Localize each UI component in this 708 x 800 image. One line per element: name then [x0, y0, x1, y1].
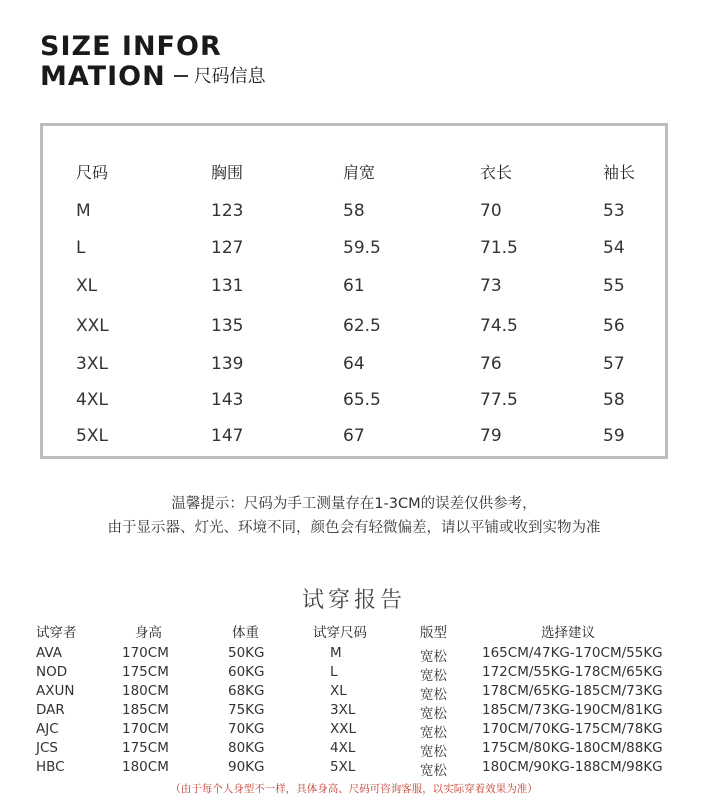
- size-header-cell: 衣长: [480, 163, 513, 182]
- size-table: [40, 123, 668, 459]
- trial-table-cell: 3XL: [330, 702, 356, 718]
- trial-table-cell: 宽松: [420, 687, 447, 703]
- subtitle-dash: [174, 75, 188, 77]
- trial-table-cell: 165CM/47KG-170CM/55KG: [482, 645, 663, 661]
- size-table-cell: 143: [211, 390, 244, 410]
- size-table-cell: 57: [603, 354, 625, 374]
- trial-header-cell: 选择建议: [541, 625, 595, 641]
- trial-table-cell: 宽松: [420, 744, 447, 760]
- size-table-cell: 64: [343, 354, 365, 374]
- size-table-cell: 5XL: [76, 426, 108, 446]
- size-header-cell: 胸围: [211, 163, 244, 182]
- size-table-cell: XL: [76, 276, 98, 296]
- size-table-cell: 70: [480, 201, 502, 221]
- trial-table-cell: 180CM/90KG-188CM/98KG: [482, 759, 663, 775]
- note-line-2: 由于显示器、灯光、环境不同，颜色会有轻微偏差，请以平铺或收到实物为准: [107, 520, 601, 536]
- size-table-cell: 58: [603, 390, 625, 410]
- page-title-line-1: SIZE INFOR: [40, 31, 222, 62]
- size-table-cell: 131: [211, 276, 244, 296]
- trial-header-cell: 体重: [232, 625, 259, 641]
- trial-table-cell: 90KG: [228, 759, 265, 775]
- size-table-cell: 127: [211, 238, 244, 258]
- size-table-cell: 135: [211, 316, 244, 336]
- trial-table-cell: 175CM/80KG-180CM/88KG: [482, 740, 663, 756]
- trial-footnote: （由于每个人身型不一样，具体身高、尺码可咨询客服，以实际穿着效果为准）: [170, 783, 538, 795]
- page-subtitle-text: 尺码信息: [193, 66, 266, 87]
- size-table-cell: 139: [211, 354, 244, 374]
- trial-table-cell: 185CM/73KG-190CM/81KG: [482, 702, 663, 718]
- size-table-cell: 79: [480, 426, 502, 446]
- trial-table-cell: 185CM: [122, 702, 169, 718]
- size-table-cell: L: [76, 238, 86, 258]
- trial-table-cell: AXUN: [36, 683, 75, 699]
- size-header-cell: 袖长: [603, 163, 636, 182]
- trial-header-cell: 试穿尺码: [313, 625, 367, 641]
- trial-table-cell: 178CM/65KG-185CM/73KG: [482, 683, 663, 699]
- size-table-cell: M: [76, 201, 91, 221]
- page-subtitle: [174, 66, 266, 87]
- trial-table-cell: DAR: [36, 702, 65, 718]
- trial-table-cell: 4XL: [330, 740, 356, 756]
- trial-table-cell: 175CM: [122, 664, 169, 680]
- size-table-cell: 67: [343, 426, 365, 446]
- size-table-cell: 61: [343, 276, 365, 296]
- trial-table-cell: AVA: [36, 645, 62, 661]
- size-table-cell: 123: [211, 201, 244, 221]
- trial-table-cell: 宽松: [420, 763, 447, 779]
- size-header-cell: 尺码: [76, 163, 109, 182]
- size-table-cell: 3XL: [76, 354, 108, 374]
- size-table-cell: 55: [603, 276, 625, 296]
- trial-table-cell: HBC: [36, 759, 65, 775]
- trial-table-cell: L: [330, 664, 338, 680]
- size-table-cell: 59.5: [343, 238, 381, 258]
- size-table-cell: 54: [603, 238, 625, 258]
- trial-table-cell: 宽松: [420, 668, 447, 684]
- trial-table-cell: 宽松: [420, 649, 447, 665]
- size-table-cell: XXL: [76, 316, 109, 336]
- trial-table-cell: NOD: [36, 664, 68, 680]
- trial-report-title: 试穿报告: [301, 588, 406, 613]
- trial-table-cell: 68KG: [228, 683, 265, 699]
- size-table-cell: 147: [211, 426, 244, 446]
- trial-table-cell: XXL: [330, 721, 357, 737]
- size-table-cell: 73: [480, 276, 502, 296]
- size-table-cell: 71.5: [480, 238, 518, 258]
- size-table-cell: 76: [480, 354, 502, 374]
- trial-table-cell: AJC: [36, 721, 59, 737]
- trial-table-cell: 50KG: [228, 645, 265, 661]
- size-table-cell: 56: [603, 316, 625, 336]
- size-table-cell: 62.5: [343, 316, 381, 336]
- trial-table-cell: 宽松: [420, 725, 447, 741]
- size-table-cell: 4XL: [76, 390, 108, 410]
- trial-table-cell: 180CM: [122, 759, 169, 775]
- trial-table-cell: 175CM: [122, 740, 169, 756]
- trial-header-cell: 试穿者: [36, 625, 77, 641]
- trial-header-cell: 版型: [420, 625, 447, 641]
- trial-table-cell: 180CM: [122, 683, 169, 699]
- trial-table-cell: 170CM/70KG-175CM/78KG: [482, 721, 663, 737]
- trial-table-cell: 170CM: [122, 721, 169, 737]
- size-table-cell: 58: [343, 201, 365, 221]
- trial-table-cell: 80KG: [228, 740, 265, 756]
- trial-table-cell: 70KG: [228, 721, 265, 737]
- trial-header-cell: 身高: [135, 625, 162, 641]
- page-title-line-2-text: MATION: [40, 61, 166, 92]
- note-line-1: 温馨提示：尺码为手工测量存在1-3CM的误差仅供参考，: [171, 496, 537, 512]
- page-title-line-2: [40, 62, 266, 92]
- size-table-cell: 65.5: [343, 390, 381, 410]
- size-table-cell: 53: [603, 201, 625, 221]
- trial-table-cell: 60KG: [228, 664, 265, 680]
- trial-table-cell: M: [330, 645, 342, 661]
- trial-table-cell: 5XL: [330, 759, 356, 775]
- trial-table-cell: 172CM/55KG-178CM/65KG: [482, 664, 663, 680]
- size-header-cell: 肩宽: [343, 163, 376, 182]
- size-table-cell: 74.5: [480, 316, 518, 336]
- trial-table-cell: 75KG: [228, 702, 265, 718]
- trial-table-cell: XL: [330, 683, 347, 699]
- trial-table-cell: 170CM: [122, 645, 169, 661]
- size-table-cell: 77.5: [480, 390, 518, 410]
- trial-table-cell: JCS: [36, 740, 58, 756]
- size-table-cell: 59: [603, 426, 625, 446]
- trial-table-cell: 宽松: [420, 706, 447, 722]
